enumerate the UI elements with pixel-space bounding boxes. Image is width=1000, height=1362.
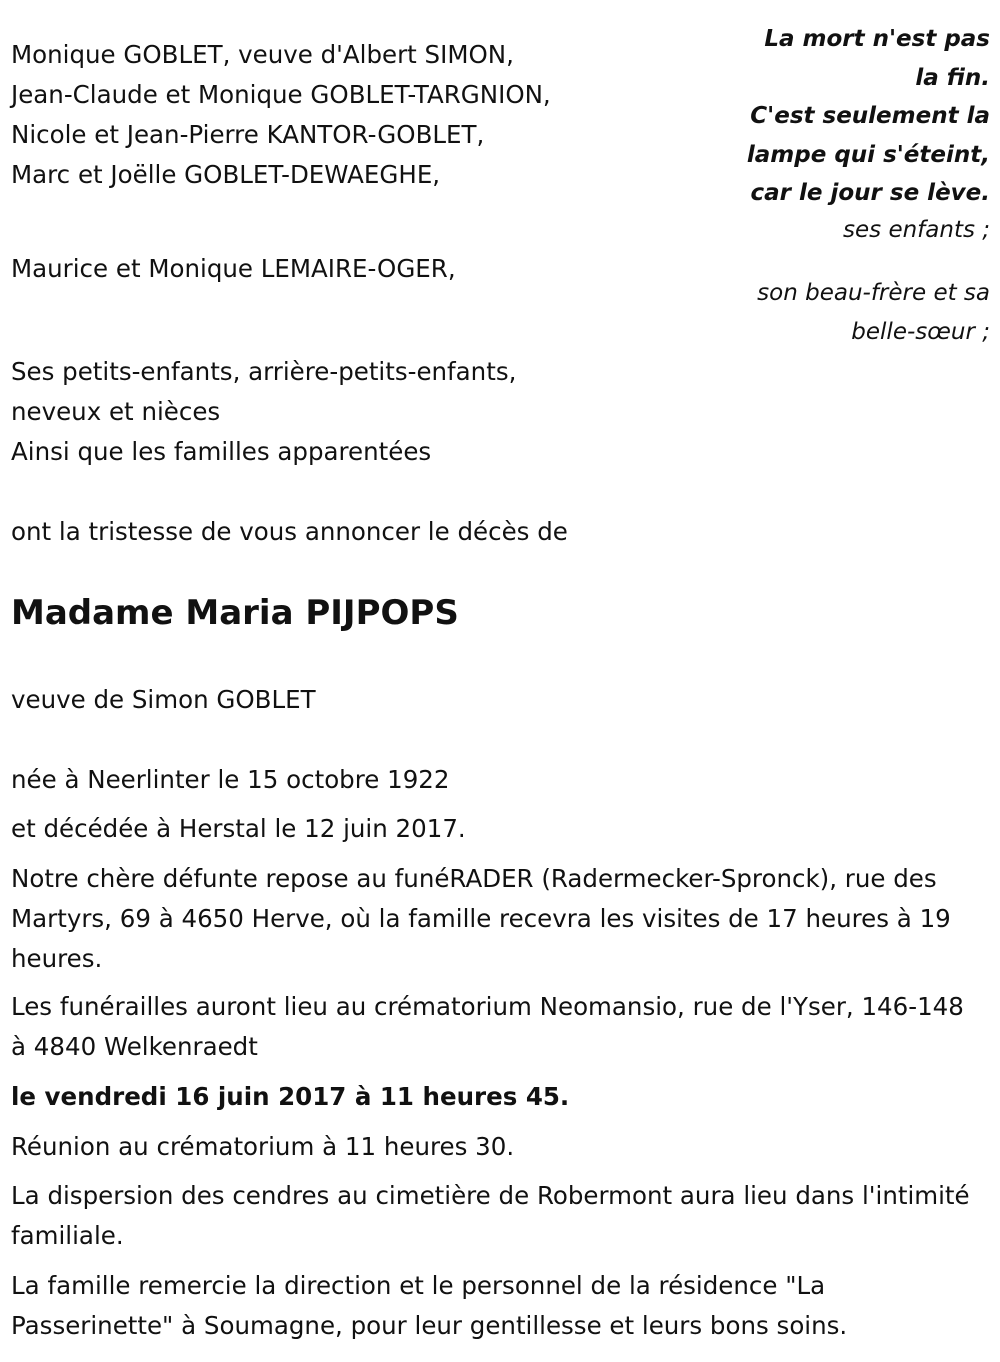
relatives-line: Ses petits-enfants, arrière-petits-enfants,	[11, 357, 517, 386]
thanks-paragraph: La famille remercie la direction et le personnel de la résidence "La Passerinette" à Soumagne, pour leur gentillesse et leurs bons soins.	[11, 1271, 848, 1340]
death-text: et décédée à Herstal le 12 juin 2017.	[11, 814, 466, 843]
quote-line: lampe qui s'éteint,	[746, 141, 990, 168]
relatives-line: neveux et nièces	[11, 397, 221, 426]
in-laws-label: belle-sœur ;	[851, 319, 990, 345]
funeral-paragraph: Les funérailles auront lieu au crématorium Neomansio, rue de l'Yser, 146-148 à 4840 Welkenraedt	[11, 992, 964, 1061]
quote-line: car le jour se lève.	[750, 180, 990, 207]
deceased-name: Madame Maria PIJPOPS	[11, 593, 459, 633]
in-laws-line: Maurice et Monique LEMAIRE-OGER,	[11, 254, 456, 283]
family-line: Jean-Claude et Monique GOBLET-TARGNION,	[11, 80, 551, 109]
quote-line: la fin.	[915, 64, 990, 91]
in-laws-label: son beau-frère et sa	[757, 280, 990, 306]
relatives-line: Ainsi que les familles apparentées	[11, 437, 432, 466]
dispersion-paragraph: La dispersion des cendres au cimetière de Robermont aura lieu dans l'intimité familiale.	[11, 1181, 970, 1250]
children-label: ses enfants ;	[843, 217, 990, 243]
quote-line: La mort n'est pas	[764, 26, 990, 52]
repose-paragraph: Notre chère défunte repose au funéRADER (Radermecker-Spronck), rue des Martyrs, 69 à 4650 Herve, où la famille recevra les visites de 17 heures à 19 heures.	[11, 864, 951, 973]
birth-text: née à Neerlinter le 15 octobre 1922	[11, 765, 450, 794]
quote-block	[740, 20, 990, 213]
widow-of-text: veuve de Simon GOBLET	[11, 685, 316, 714]
funeral-date: le vendredi 16 juin 2017 à 11 heures 45.	[11, 1082, 570, 1111]
meeting-text: Réunion au crématorium à 11 heures 30.	[11, 1132, 515, 1161]
family-line: Monique GOBLET, veuve d'Albert SIMON,	[11, 40, 514, 69]
quote-line: C'est seulement la	[750, 103, 990, 130]
announcement-text: ont la tristesse de vous annoncer le décès de	[11, 517, 568, 546]
family-line: Nicole et Jean-Pierre KANTOR-GOBLET,	[11, 120, 485, 149]
family-line: Marc et Joëlle GOBLET-DEWAEGHE,	[11, 160, 441, 189]
